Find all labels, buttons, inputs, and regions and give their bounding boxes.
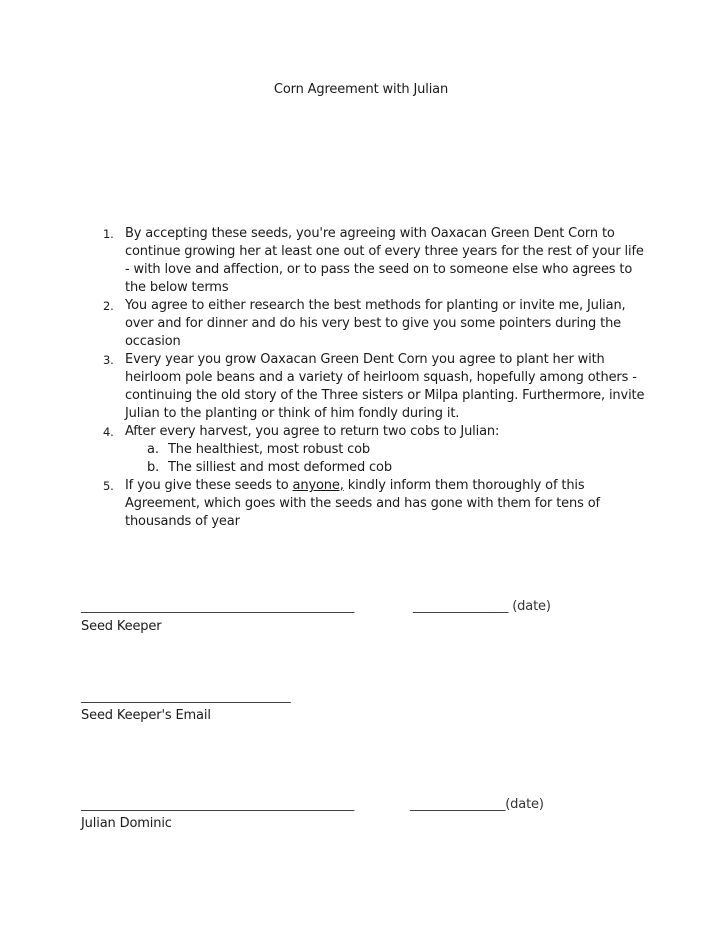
sub-text: The silliest and most deformed cob [168,460,392,475]
date-label: (date) [512,599,551,614]
term-text: Every year you grow Oaxacan Green Dent Corn you agree to plant her with heirloom pole beans and a variety of heirloom squash, hopefully among others - continuing the old story of the Three sisters or Milpa planting. Furthermore, invite Julian to the planting or think of him fondly during it. [125,352,645,421]
term-text-post: kindly inform them thoroughly of this Agreement, which goes with the seeds and has gone with them for tens of thousands of year [125,478,600,529]
sub-item-b [147,459,645,477]
term-text [125,477,645,531]
term-number: 2. [103,299,114,313]
term-number: 1. [103,227,114,241]
term-text: By accepting these seeds, you're agreeing with Oaxacan Green Dent Corn to continue growing her at least one out of every three years for the rest of your life - with love and affection, or to pass the seed on to someone else who agrees to the below terms [125,226,644,295]
term-text-pre: If you give these seeds to [125,478,293,493]
sub-text: The healthiest, most robust cob [168,442,371,457]
term-number: 5. [103,479,114,493]
seed-keeper-email-line: _________________________________ [81,689,291,704]
term-item-4 [100,423,645,477]
document-title: Corn Agreement with Julian [273,82,449,97]
sub-letter: b. [147,460,160,475]
term-text: You agree to either research the best methods for planting or invite me, Julian, over and for dinner and do his very best to give you some pointers during the occasion [125,298,626,349]
term-item-1 [100,225,645,297]
term-item-3 [100,351,645,423]
term-text: After every harvest, you agree to return two cobs to Julian: [125,424,500,439]
underlined-word: anyone, [292,478,344,493]
sub-item-a [147,441,645,459]
julian-signature-line: ___________________________________________ [81,797,355,812]
sub-letter: a. [147,442,159,457]
julian-label: Julian Dominic [81,816,172,831]
seed-keeper-date-line: _______________ (date) [413,599,551,614]
date-label: (date) [505,797,544,812]
term-number: 4. [103,425,114,439]
seed-keeper-email-label: Seed Keeper's Email [81,708,211,723]
seed-keeper-label: Seed Keeper [81,619,162,634]
julian-date-line: _______________(date) [410,797,544,812]
term-number: 3. [103,353,114,367]
terms-list [100,225,645,531]
seed-keeper-signature-line: ___________________________________________ [81,599,355,614]
term-item-2 [100,297,645,351]
term-item-5 [100,477,645,531]
